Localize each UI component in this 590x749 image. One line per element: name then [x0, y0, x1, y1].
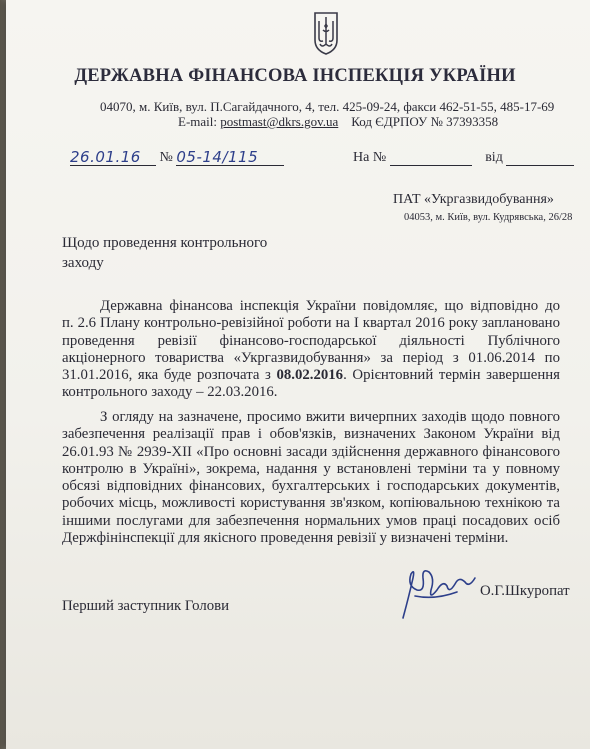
edrpou-code: Код ЄДРПОУ № 37393358	[351, 114, 499, 129]
body-paragraph-1	[62, 298, 560, 402]
outgoing-date: 26.01.16	[70, 148, 141, 166]
outgoing-number-field	[176, 148, 284, 166]
paragraph-text: 31.01.2016, яка буде розпочата з	[62, 367, 277, 384]
organization-title: ДЕРЖАВНА ФІНАНСОВА ІНСПЕКЦІЯ УКРАЇНИ	[74, 66, 516, 86]
paragraph-line: робочих місць, можливості користування зв'язком, копіювальною технікою та	[62, 495, 560, 512]
paragraph-line: 26.01.93 № 2939-XII «Про основні засади здійснення державного фінансового	[62, 443, 560, 460]
trident-emblem-icon	[312, 10, 340, 56]
header-contacts	[178, 114, 498, 130]
paragraph-text: . Орієнтовний термін завершення	[343, 367, 560, 384]
recipient-address: 04053, м. Київ, вул. Кудрявська, 26/28	[404, 212, 573, 223]
signatory-position: Перший заступник Голови	[62, 598, 230, 614]
email-link[interactable]: postmast@dkrs.gov.ua	[220, 114, 339, 129]
incoming-date-field	[506, 148, 574, 166]
paragraph-line: проведення ревізії фінансово-господарської діяльності Публічного	[62, 332, 560, 349]
paragraph-line: Державна фінансова інспекція України повідомляє, що відповідно до	[100, 298, 560, 314]
paragraph-line: акціонерного товариства «Укргазвидобування» за період з 01.06.2014 по	[62, 349, 560, 366]
paragraph-line	[62, 367, 560, 384]
body-paragraph-2	[62, 409, 560, 547]
incoming-number-field	[390, 148, 472, 166]
incoming-number-label: На №	[353, 150, 387, 165]
paragraph-line: іншими послугами для забезпечення нормальних умов праці посадових осіб	[62, 512, 560, 529]
paragraph-line: З огляду на зазначене, просимо вжити вичерпних заходів щодо повного	[100, 409, 560, 425]
incoming-reference	[353, 148, 574, 166]
letter-subject	[62, 233, 322, 273]
paragraph-line: контрольного заходу – 22.03.2016.	[62, 384, 278, 401]
subject-line: заходу	[62, 255, 104, 271]
paragraph-line: забезпечення реалізації прав і обов'язків, визначених Законом України від	[62, 426, 560, 443]
outgoing-number: 05-14/115	[176, 148, 259, 166]
paragraph-line: п. 2.6 Плану контрольно-ревізійної роботи на I квартал 2016 року заплановано	[62, 315, 560, 332]
signatory-name: О.Г.Шкуропат	[480, 583, 570, 599]
incoming-from-label: від	[485, 150, 503, 165]
paragraph-line: Держфінінспекції для якісного проведення ревізії у визначені терміни.	[62, 530, 509, 547]
outgoing-date-field	[70, 148, 156, 166]
start-date-bold: 08.02.2016	[276, 367, 344, 384]
header-address: 04070, м. Київ, вул. П.Сагайдачного, 4, тел. 425-09-24, факси 462-51-55, 485-17-69	[100, 99, 555, 114]
recipient-name: ПАТ «Укргазвидобування»	[393, 192, 554, 207]
paragraph-line: контролю в Україні», зокрема, надання у встановлені терміни та у повному	[62, 460, 560, 477]
outgoing-reference	[70, 148, 284, 166]
email-label: E-mail:	[178, 114, 221, 129]
subject-line: Щодо проведення контрольного	[62, 235, 268, 251]
paragraph-line: обсязі відповідних фінансових, бухгалтерських і господарських документів,	[62, 478, 560, 495]
outgoing-number-label: №	[159, 150, 173, 165]
handwritten-signature	[395, 556, 485, 626]
